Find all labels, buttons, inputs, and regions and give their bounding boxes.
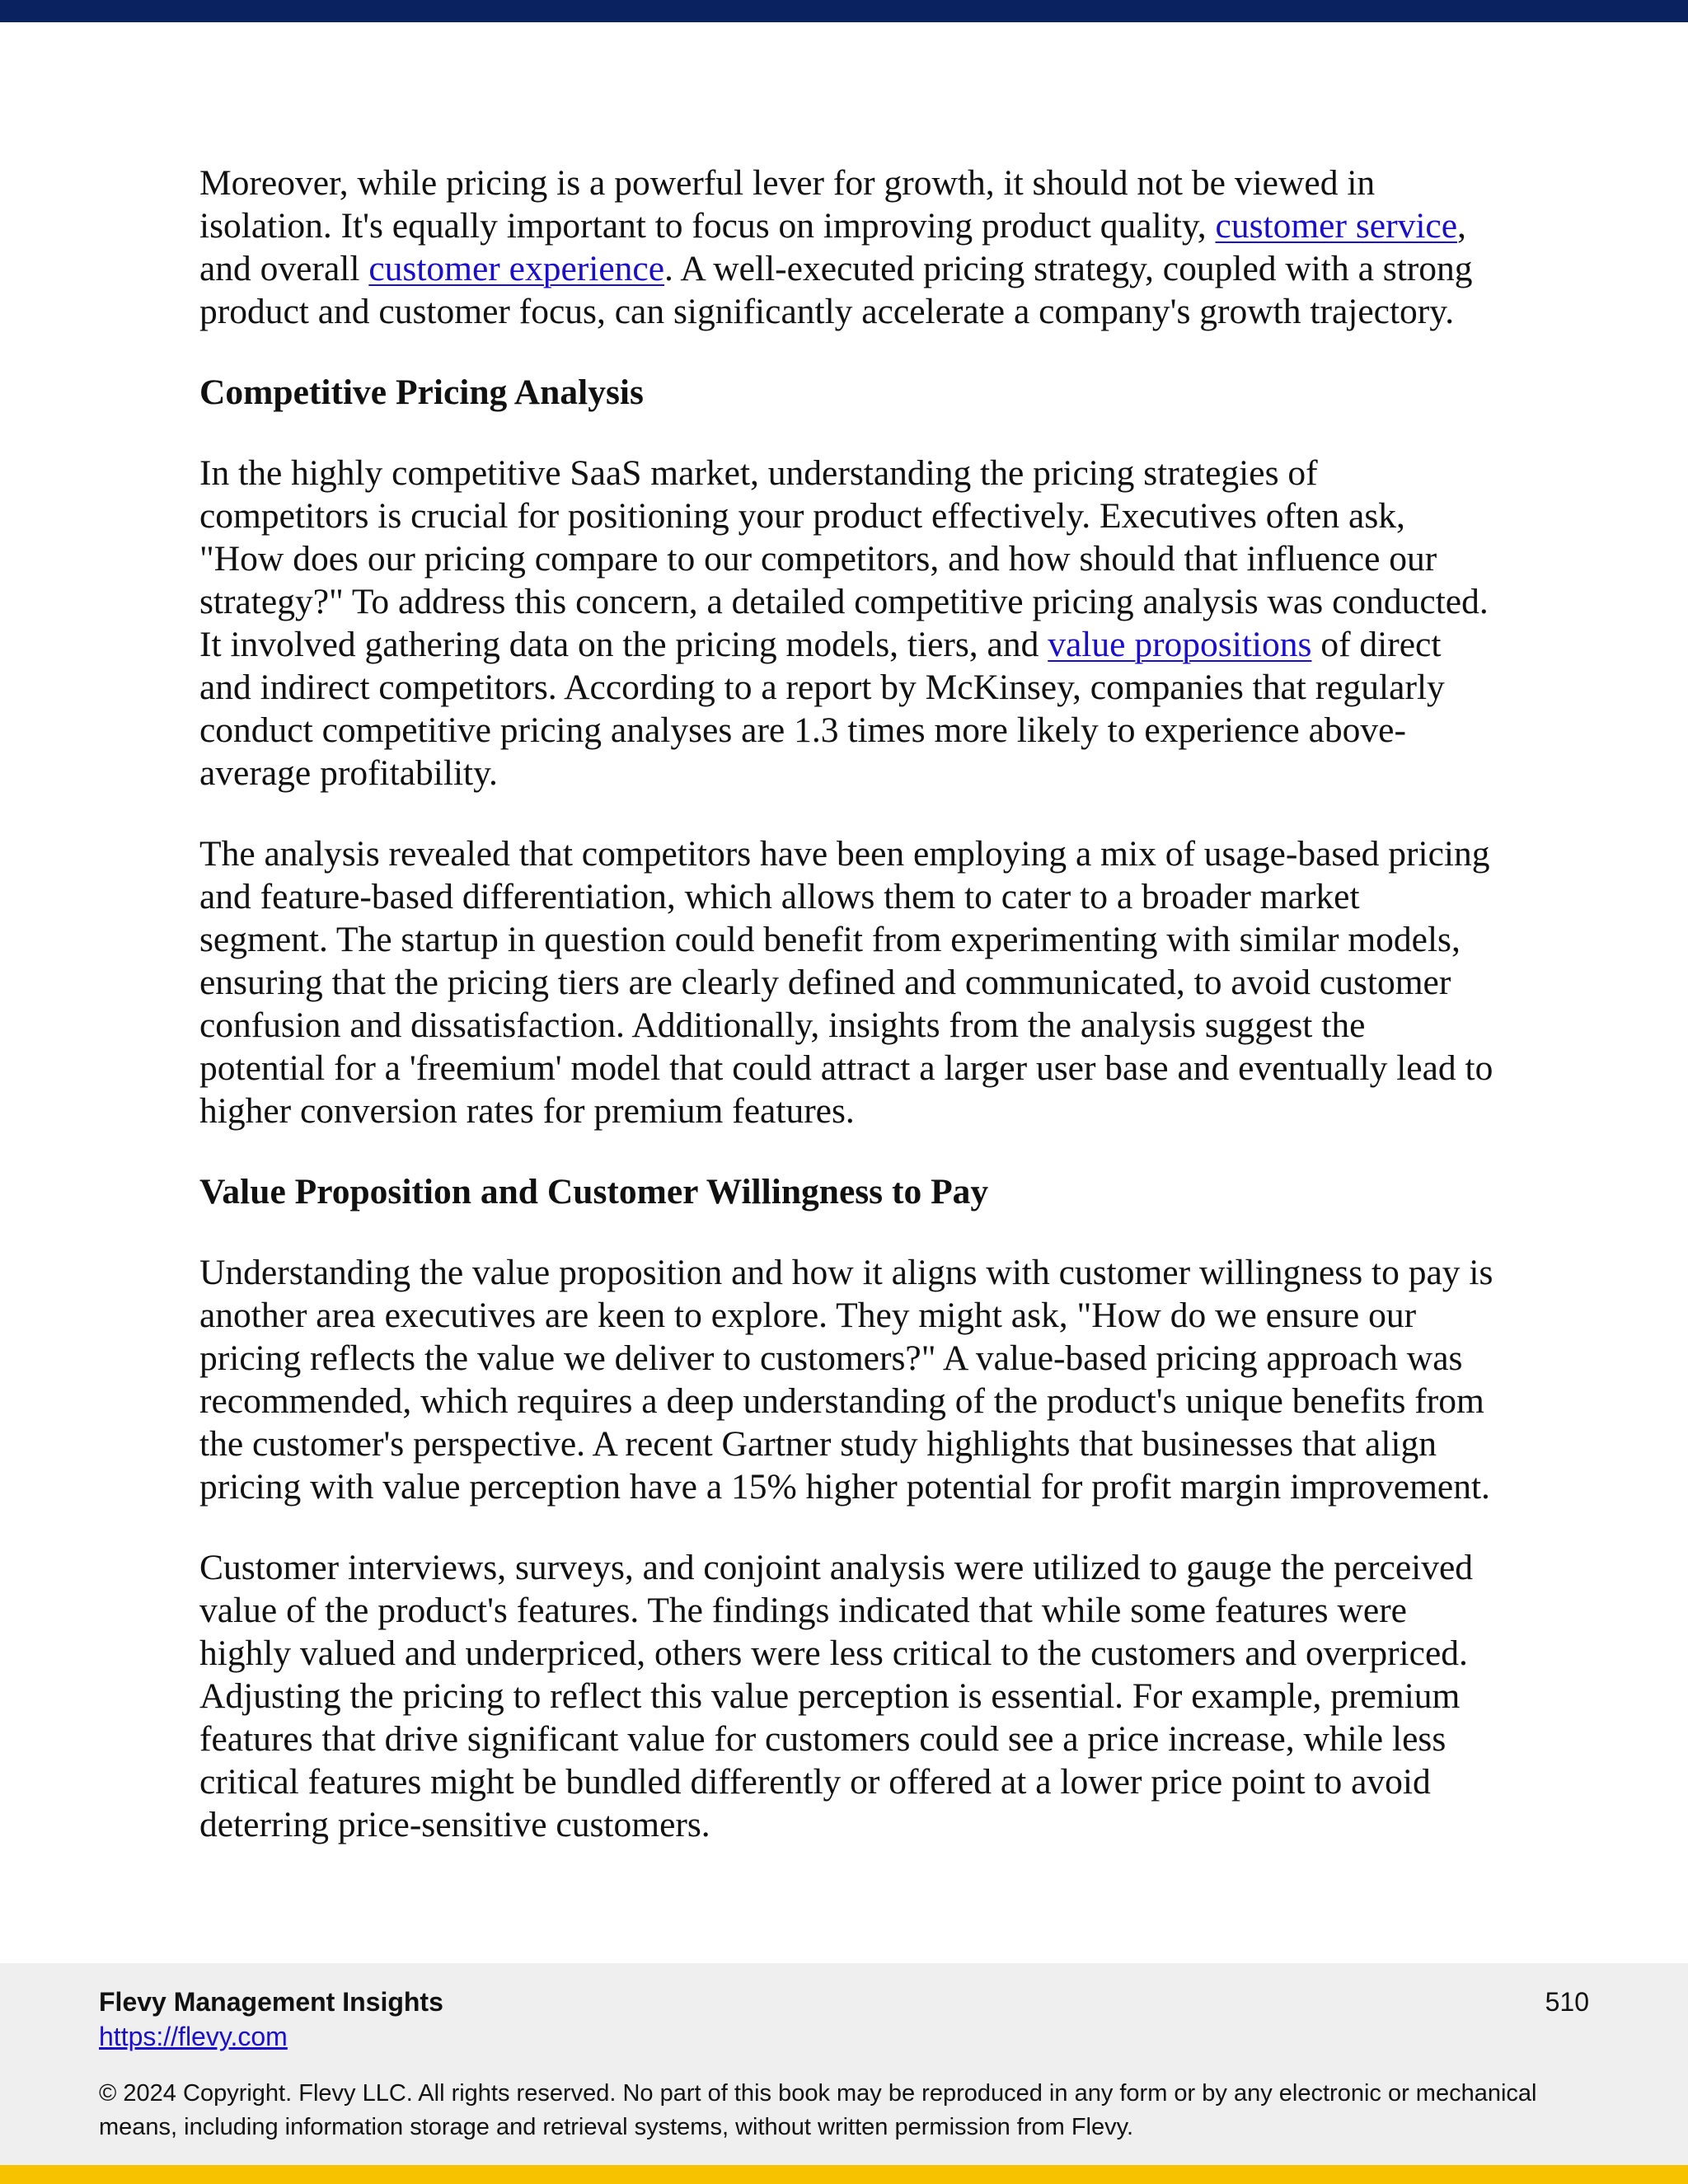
paragraph-text: , and overall: [199, 206, 1466, 288]
document-body: [199, 162, 1493, 1884]
footer-url-link[interactable]: https://flevy.com: [99, 2022, 288, 2051]
top-accent-bar: [0, 0, 1688, 22]
footer-content: [99, 1985, 1591, 2144]
paragraph-text: . A well-executed pricing strategy, coupled with a strong product and customer focus, can significantly accelerate a company's growth trajectory.: [199, 249, 1473, 331]
bottom-accent-bar: [0, 2165, 1688, 2184]
page-footer: [0, 1963, 1688, 2165]
paragraph-text: In the highly competitive SaaS market, understanding the pricing strategies of competitors is crucial for positioning your product effectively. Executives often ask, "How does our pricing compare to our competitors, and how should that influence our strategy?" To address this concern, a detailed competitive pricing analysis was conducted. It involved gathering data on the pricing models, tiers, and: [199, 453, 1489, 664]
paragraph-value-proposition: Understanding the value proposition and how it aligns with customer willingness to pay is another area executives are keen to explore. They might ask, "How do we ensure our pricing reflects the value we deliver to customers?" A value-based pricing approach was recommended, which requires a deep understanding of the product's unique benefits from the customer's perspective. A recent Gartner study highlights that businesses that align pricing with value perception have a 15% higher potential for profit margin improvement.: [199, 1253, 1493, 1507]
paragraph-pricing-isolation: [199, 162, 1493, 333]
paragraph-text: of direct and indirect competitors. According to a report by McKinsey, companies that regularly conduct competitive pricing analyses are 1.3 times more likely to experience above-average profitability.: [199, 625, 1445, 793]
link-customer-service[interactable]: customer service: [1215, 206, 1458, 246]
footer-org-name: Flevy Management Insights: [99, 1987, 443, 2017]
paragraph-customer-research: Customer interviews, surveys, and conjoint analysis were utilized to gauge the perceived value of the product's features. The findings indicated that while some features were highly valued and underpriced, others were less critical to the customers and overpriced. Adjusting the pricing to reflect this value perception is essential. For example, premium features that drive significant value for customers could see a price increase, while less critical features might be bundled differently or offered at a lower price point to avoid deterring price-sensitive customers.: [199, 1548, 1474, 1844]
footer-copyright: © 2024 Copyright. Flevy LLC. All rights reserved. No part of this book may be reproduced in any form or by any electronic or mechanical means, including information storage and retrieval systems, without written permission from Flevy.: [99, 2080, 1537, 2140]
paragraph-competitive-analysis: [199, 452, 1493, 794]
link-value-propositions[interactable]: value propositions: [1048, 625, 1312, 664]
page-number: 510: [1545, 1987, 1589, 2017]
paragraph-text: Moreover, while pricing is a powerful lever for growth, it should not be viewed in isolation. It's equally important to focus on improving product quality,: [199, 163, 1376, 246]
heading-value-proposition: Value Proposition and Customer Willingness to Pay: [199, 1172, 989, 1212]
link-customer-experience[interactable]: customer experience: [368, 249, 665, 288]
paragraph-analysis-findings: The analysis revealed that competitors have been employing a mix of usage-based pricing and feature-based differentiation, which allows them to cater to a broader market segment. The startup in question could benefit from experimenting with similar models, ensuring that the pricing tiers are clearly defined and communicated, to avoid customer confusion and dissatisfaction. Additionally, insights from the analysis suggest the potential for a 'freemium' model that could attract a larger user base and eventually lead to higher conversion rates for premium features.: [199, 834, 1493, 1131]
heading-competitive-pricing-analysis: Competitive Pricing Analysis: [199, 373, 644, 412]
